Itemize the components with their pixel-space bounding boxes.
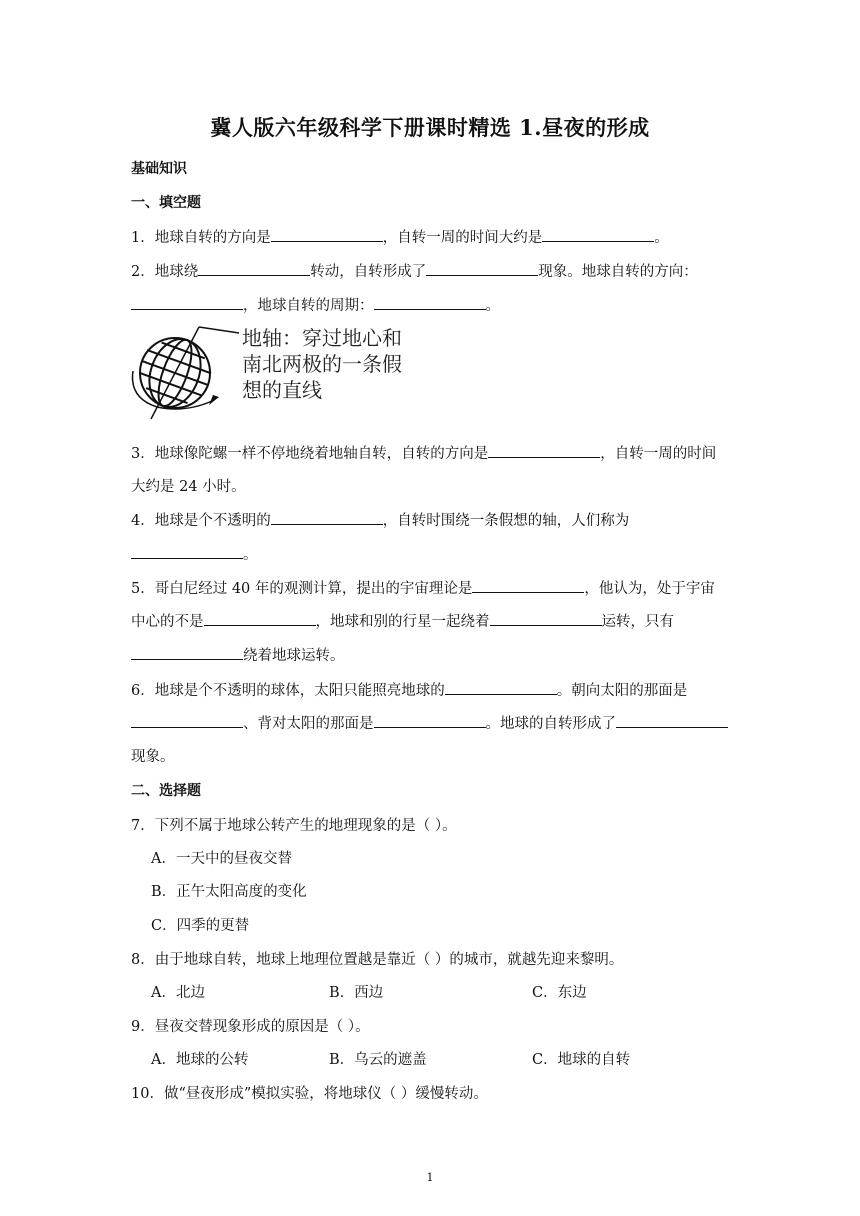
q6-text-b: 。朝向太阳的那面是 — [556, 683, 688, 699]
q9-option-a[interactable]: A．地球的公转 — [151, 1052, 249, 1068]
q5-text-e: 运转，只有 — [601, 614, 674, 630]
q2-text-e: 。 — [485, 298, 500, 314]
answer-blank[interactable] — [472, 578, 584, 593]
answer-blank[interactable] — [271, 227, 383, 242]
question-5-line-1 — [131, 577, 715, 598]
figure-caption — [242, 325, 402, 403]
question-6-line-1 — [131, 679, 687, 700]
earth-axis-figure — [127, 323, 427, 428]
answer-blank[interactable] — [131, 544, 243, 559]
answer-blank[interactable] — [204, 611, 316, 626]
q3-text-b: ，自转一周的时间 — [600, 446, 717, 462]
question-1 — [131, 226, 669, 247]
q1-text-c: 。 — [654, 230, 669, 246]
answer-blank[interactable] — [426, 261, 538, 276]
q7-option-c[interactable]: C．四季的更替 — [151, 918, 250, 934]
answer-blank[interactable] — [131, 645, 243, 660]
question-4-line-2 — [131, 543, 258, 564]
q4-text-c: 。 — [243, 547, 258, 563]
answer-blank[interactable] — [445, 680, 557, 695]
question-2-line-2 — [131, 294, 500, 315]
question-6-line-3 — [131, 745, 175, 766]
section-basic-knowledge: 基础知识 — [131, 161, 187, 177]
q5-text-f: 绕着地球运转。 — [243, 648, 345, 664]
question-8: 8．由于地球自转，地球上地理位置越是靠近（ ）的城市，就越先迎来黎明。 — [131, 952, 624, 968]
q7-option-b[interactable]: B．正午太阳高度的变化 — [151, 884, 307, 900]
answer-blank[interactable] — [131, 295, 243, 310]
q3-text-a: 3．地球像陀螺一样不停地绕着地轴自转，自转的方向是 — [131, 446, 489, 462]
q6-text-a: 6．地球是个不透明的球体，太阳只能照亮地球的 — [131, 683, 445, 699]
page-number: 1 — [426, 1171, 434, 1184]
answer-blank[interactable] — [490, 611, 602, 626]
q5-text-c: 中心的不是 — [131, 614, 204, 630]
answer-blank[interactable] — [198, 261, 310, 276]
document-title: 冀人版六年级科学下册课时精选 1.昼夜的形成 — [210, 115, 650, 140]
q5-text-d: ，地球和别的行星一起绕着 — [315, 614, 490, 630]
q1-text-a: 1．地球自转的方向是 — [131, 230, 271, 246]
question-7: 7．下列不属于地球公转产生的地理现象的是（ ）。 — [131, 818, 457, 834]
q4-text-b: ，自转时围绕一条假想的轴，人们称为 — [382, 513, 630, 529]
q8-option-c[interactable]: C．东边 — [532, 985, 587, 1001]
answer-blank[interactable] — [488, 443, 600, 458]
question-3-line-1 — [131, 442, 716, 463]
q9-option-b[interactable]: B．乌云的遮盖 — [329, 1052, 427, 1068]
question-6-line-2 — [131, 712, 728, 733]
question-9: 9．昼夜交替现象形成的原因是（ ）。 — [131, 1019, 370, 1035]
q6-text-c: 、背对太阳的那面是 — [243, 716, 374, 732]
q8-option-a[interactable]: A．北边 — [151, 985, 205, 1001]
answer-blank[interactable] — [374, 713, 486, 728]
question-2-line-1 — [131, 260, 698, 281]
q4-text-a: 4．地球是个不透明的 — [131, 513, 271, 529]
section-fill-in: 一、填空题 — [131, 195, 201, 211]
question-10: 10．做“昼夜形成”模拟实验，将地球仪（ ）缓慢转动。 — [131, 1086, 488, 1102]
section-multiple-choice: 二、选择题 — [131, 783, 201, 799]
question-5-line-3 — [131, 644, 345, 665]
q1-text-b: ，自转一周的时间大约是 — [382, 230, 543, 246]
answer-blank[interactable] — [616, 713, 728, 728]
q7-option-a[interactable]: A．一天中的昼夜交替 — [151, 851, 292, 867]
caption-line-2: 南北两极的一条假 — [242, 352, 402, 376]
globe-icon — [127, 323, 242, 428]
q3-text-c: 大约是 24 小时。 — [131, 479, 246, 495]
question-5-line-2 — [131, 610, 674, 631]
caption-line-3: 想的直线 — [242, 378, 322, 402]
q5-text-b: ，他认为，处于宇宙 — [584, 581, 715, 597]
q2-text-b: 转动，自转形成了 — [310, 264, 427, 280]
answer-blank[interactable] — [271, 510, 383, 525]
caption-line-1: 地轴：穿过地心和 — [242, 326, 402, 350]
answer-blank[interactable] — [542, 227, 654, 242]
q6-text-d: 。地球的自转形成了 — [485, 716, 616, 732]
question-4-line-1 — [131, 509, 629, 530]
q5-text-a: 5．哥白尼经过 40 年的观测计算，提出的宇宙理论是 — [131, 581, 473, 597]
q2-text-a: 2．地球绕 — [131, 264, 199, 280]
question-3-line-2 — [131, 475, 246, 496]
q6-text-e: 现象。 — [131, 749, 175, 765]
answer-blank[interactable] — [374, 295, 486, 310]
answer-blank[interactable] — [131, 713, 243, 728]
q2-text-c: 现象。地球自转的方向： — [538, 264, 698, 280]
q9-option-c[interactable]: C．地球的自转 — [532, 1052, 631, 1068]
q8-option-b[interactable]: B．西边 — [329, 985, 384, 1001]
q2-text-d: ，地球自转的周期： — [243, 298, 374, 314]
